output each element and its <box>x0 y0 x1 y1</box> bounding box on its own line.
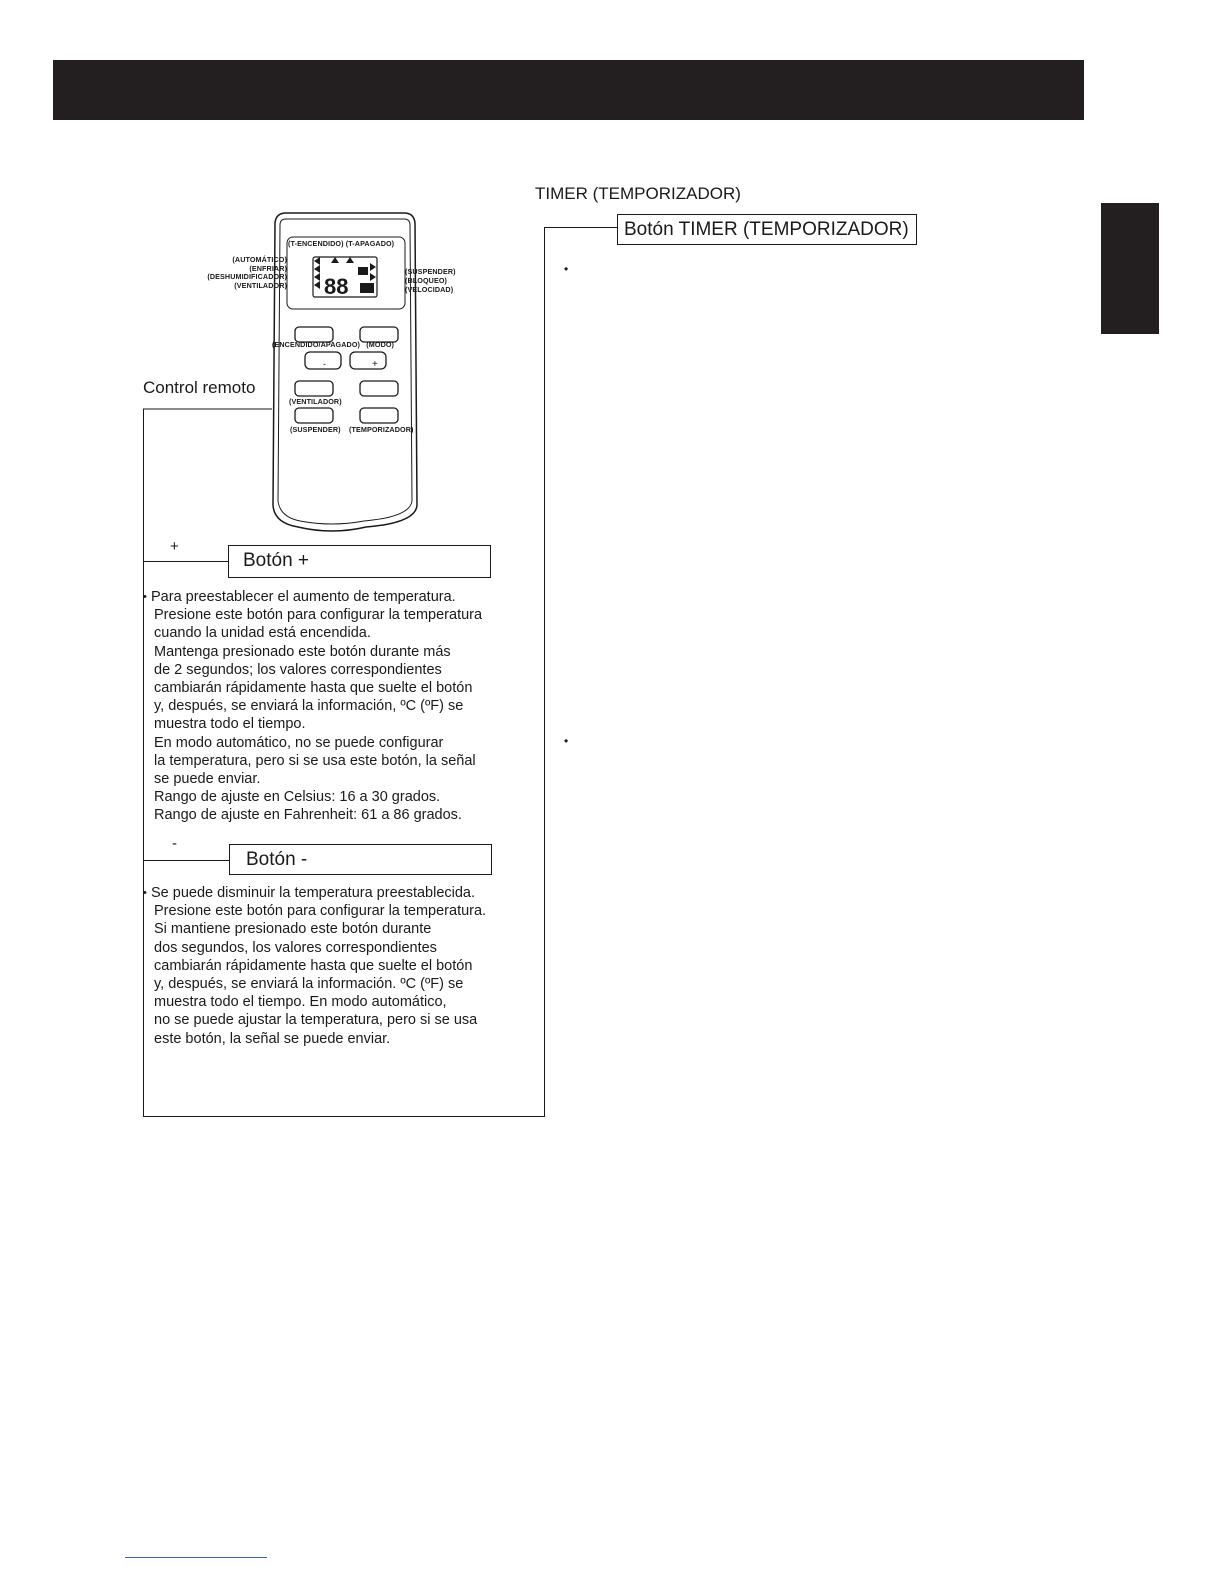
plus-desc-line: Rango de ajuste en Celsius: 16 a 30 grados. <box>154 789 441 806</box>
timer-button <box>360 408 398 423</box>
plus-desc-line: Mantenga presionado este botón durante más <box>154 643 451 660</box>
status-label-lock: (BLOQUEO) <box>405 276 448 285</box>
arrow-icon <box>314 257 320 265</box>
plus-desc-line: y, después, se enviará la información, ºC (ºF) se <box>154 698 464 715</box>
arrow-icon <box>314 265 320 273</box>
mode-label-cool: (ENFRIAR) <box>249 263 287 273</box>
minus-button-label: Botón - <box>229 844 492 875</box>
plus-desc-line: Presione este botón para configurar la temperatura <box>154 607 483 624</box>
mode-label-dry: (DESHUMIDIFICADOR) <box>207 272 287 282</box>
fan-button-label: (VENTILADOR) <box>289 397 342 406</box>
row4-button-labels: (SUSPENDER) (TEMPORIZADOR) <box>290 425 414 434</box>
minus-desc-line: muestra todo el tiempo. En modo automático, <box>154 994 447 1011</box>
minus-desc-line: no se puede ajustar la temperatura, pero si se usa <box>154 1012 478 1029</box>
arrow-icon <box>346 257 354 263</box>
plus-desc-line: Rango de ajuste en Fahrenheit: 61 a 86 grados. <box>154 807 462 824</box>
arrow-icon <box>331 257 339 263</box>
footer-link[interactable] <box>125 1557 267 1558</box>
plus-desc-line: • Para preestablecer el aumento de temperatura. <box>143 589 456 605</box>
status-label-speed: (VELOCIDAD) <box>405 285 454 294</box>
arrow-icon <box>370 273 376 281</box>
plus-desc-line: cuando la unidad está encendida. <box>154 625 371 642</box>
minus-desc-line: cambiarán rápidamente hasta que suelte el botón <box>154 957 473 974</box>
minus-desc-line: dos segundos, los valores correspondientes <box>154 939 437 956</box>
plus-desc-line: la temperatura, pero si se usa este botón, la señal <box>154 752 476 769</box>
minus-desc-line: • Se puede disminuir la temperatura preestablecida. <box>143 885 476 901</box>
plus-description <box>143 588 482 824</box>
bullet-icon: • <box>143 887 147 899</box>
plus-desc-line: de 2 segundos; los valores correspondientes <box>154 661 442 678</box>
plus-desc-line: se puede enviar. <box>154 770 261 787</box>
lcd-fan-icon <box>358 267 368 275</box>
timer-on-off-labels: (T-ENCENDIDO) (T-APAGADO) <box>288 239 395 248</box>
plus-desc-line: cambiarán rápidamente hasta que suelte el botón <box>154 679 473 696</box>
sleep-button <box>295 408 333 423</box>
plus-button-label: Botón + <box>228 545 491 578</box>
timer-button-label: Botón TIMER (TEMPORIZADOR) <box>617 214 917 245</box>
lcd-digits: 88 <box>324 274 349 299</box>
plus-button <box>350 352 386 369</box>
mode-labels <box>186 256 287 291</box>
minus-marker: - <box>172 835 177 852</box>
timer-heading: TIMER (TEMPORIZADOR) <box>535 184 741 203</box>
minus-desc-line: este botón, la señal se puede enviar. <box>154 1030 391 1047</box>
remote-inner-edge <box>278 219 412 524</box>
timer-bullet-2: • <box>564 734 569 748</box>
plus-desc-line: En modo automático, no se puede configurar <box>154 734 444 751</box>
plus-marker: + <box>170 538 179 555</box>
status-label-sleep: (SUSPENDER) <box>405 267 456 276</box>
minus-symbol: - <box>323 359 326 369</box>
mode-label-fan: (VENTILADOR) <box>234 281 287 291</box>
remote-body <box>273 213 417 531</box>
plus-symbol: + <box>372 359 378 370</box>
unlabeled-button <box>360 381 398 396</box>
lcd-speed-icon <box>360 283 374 293</box>
arrow-icon <box>370 263 376 271</box>
timer-bullet-1: • <box>564 262 569 276</box>
remote-control-label: Control remoto <box>143 378 256 397</box>
status-labels <box>405 267 456 294</box>
bullet-icon: • <box>143 591 147 603</box>
row1-button-labels: (ENCENDIDO/APAGADO) (MODO) <box>272 340 395 349</box>
fan-button <box>295 381 333 396</box>
minus-description <box>143 884 486 1048</box>
arrow-icon <box>314 273 320 281</box>
mode-label-auto: (AUTOMÁTICO) <box>232 255 287 264</box>
minus-desc-line: Presione este botón para configurar la temperatura. <box>154 903 487 920</box>
plus-desc-line: muestra todo el tiempo. <box>154 716 306 733</box>
minus-desc-line: y, después, se enviará la información. ºC (ºF) se <box>154 975 464 992</box>
arrow-icon <box>314 281 320 289</box>
minus-desc-line: Si mantiene presionado este botón durante <box>154 921 432 938</box>
